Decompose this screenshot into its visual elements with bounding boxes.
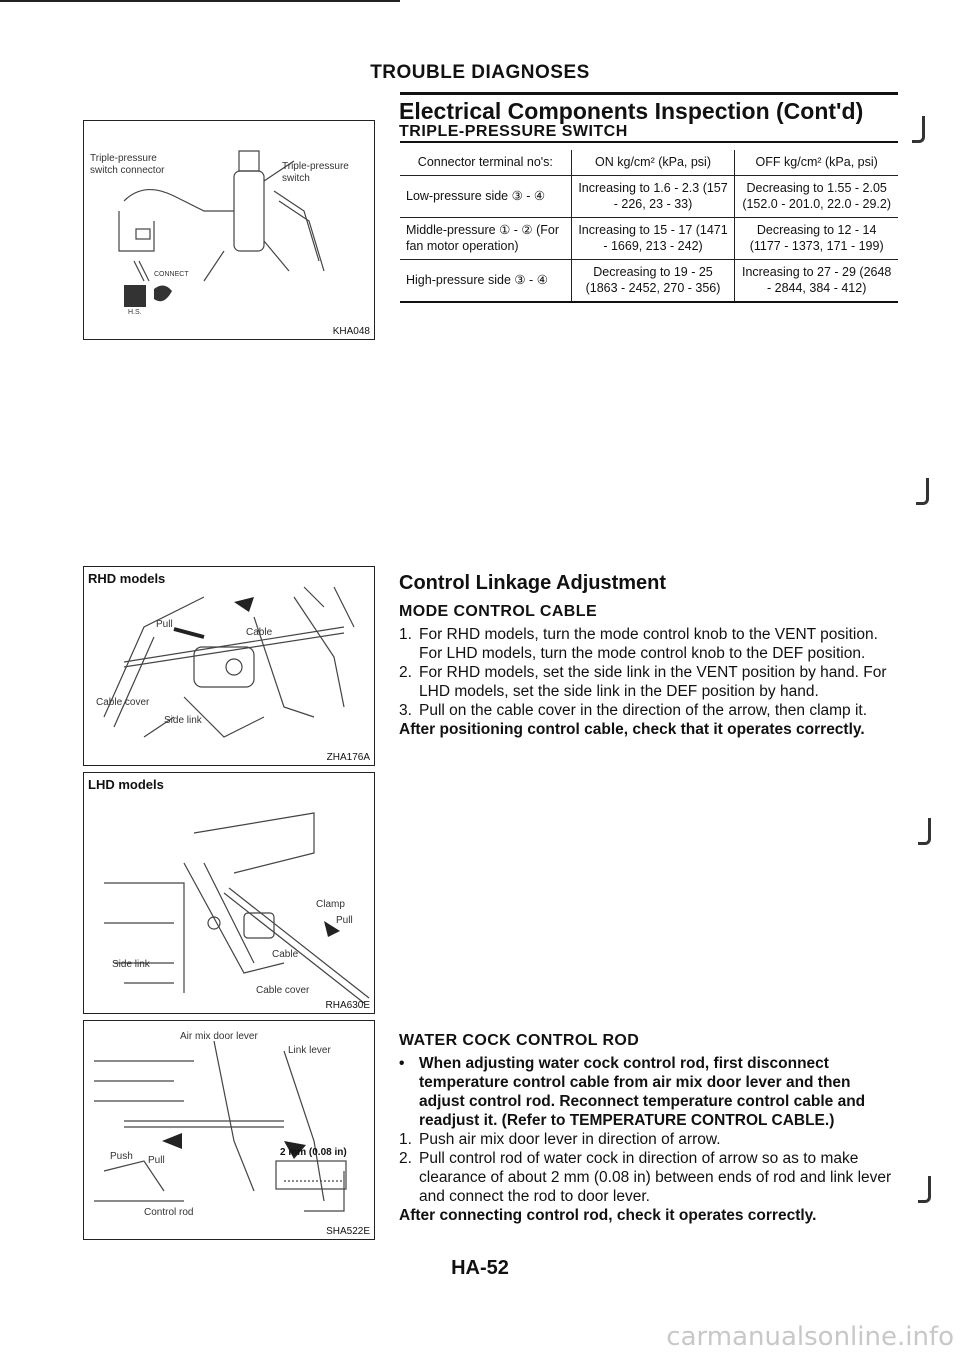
cell-on: Increasing to 1.6 - 2.3 (157 - 226, 23 - 33) <box>571 175 735 217</box>
rhd-illustration <box>84 567 374 765</box>
label-cable: Cable <box>272 949 299 960</box>
page-title: TROUBLE DIAGNOSES <box>370 62 590 83</box>
water-cock-heading: WATER COCK CONTROL ROD <box>399 1032 640 1049</box>
figure-code: RHA630E <box>325 1000 370 1011</box>
cell-on: Increasing to 15 - 17 (1471 - 1669, 213 - 242) <box>571 217 735 259</box>
label-cable-cover: Cable cover <box>96 697 150 708</box>
title-rule <box>400 92 898 95</box>
label-clamp: Clamp <box>316 899 345 910</box>
section-title: Electrical Components Inspection (Cont'd) <box>399 98 864 124</box>
cell-off: Decreasing to 12 - 14 (1177 - 1373, 171 - 199) <box>749 222 884 253</box>
margin-mark-icon <box>916 478 929 505</box>
label-pull: Pull <box>148 1155 165 1166</box>
col-header-off: OFF kg/cm² (kPa, psi) <box>755 155 878 169</box>
label-push: Push <box>110 1151 133 1162</box>
label-switch: Triple-pressure switch <box>282 161 349 184</box>
label-connect: CONNECT <box>154 271 189 278</box>
label-side-link: Side link <box>164 715 202 726</box>
figure-title: LHD models <box>88 777 164 792</box>
table-header-row <box>400 150 898 175</box>
label-clearance: 2 mm (0.08 in) <box>280 1147 347 1158</box>
step-item: 2. For RHD models, set the side link in the VENT position by hand. For LHD models, set the side link in the DEF position by hand. <box>399 664 887 700</box>
step-item: 1. For RHD models, turn the mode control knob to the VENT position. For LHD models, turn the mode control knob to the DEF position. <box>399 626 878 662</box>
figure-rhd-models <box>83 566 375 766</box>
section-heading: Control Linkage Adjustment <box>399 572 667 594</box>
watermark: carmanualsonline.info <box>666 1322 954 1352</box>
table-row <box>400 217 898 259</box>
pressure-table <box>400 150 898 303</box>
lhd-illustration <box>84 773 374 1013</box>
bullet-dot-icon: • <box>399 1055 405 1072</box>
label-air-mix-door-lever: Air mix door lever <box>180 1031 258 1042</box>
bullet-item: • When adjusting water cock control rod, first disconnect temperature control cable from air mix door lever and then adjust control rod. Reconnect temperature control cable and readjust it. (Refer to TEMPERATURE CONTROL CABLE.) <box>399 1055 866 1129</box>
top-rule <box>0 0 400 2</box>
cell-on: Decreasing to 19 - 25 (1863 - 2452, 270 - 356) <box>571 259 735 302</box>
cell-off: Decreasing to 1.55 - 2.05 (152.0 - 201.0, 22.0 - 29.2) <box>742 180 892 211</box>
cell-terminal: Middle-pressure ① - ② (For fan motor operation) <box>400 217 571 259</box>
col-header-terminal: Connector terminal no's: <box>400 150 571 175</box>
step-item: 2. Pull control rod of water cock in direction of arrow so as to make clearance of about 2 mm (0.08 in) between ends of rod and link lever and connect the rod to door lever. <box>399 1150 892 1205</box>
label-control-rod: Control rod <box>144 1207 194 1218</box>
margin-mark-icon <box>918 1176 931 1203</box>
label-cable-cover: Cable cover <box>256 985 310 996</box>
cell-terminal: Low-pressure side ③ - ④ <box>400 175 571 217</box>
figure-title: RHD models <box>88 571 166 586</box>
cell-terminal: High-pressure side ③ - ④ <box>400 259 571 302</box>
cell-off: Increasing to 27 - 29 (2648 - 2844, 384 - 412) <box>741 264 892 295</box>
check-note: After positioning control cable, check that it operates correctly. <box>399 721 865 738</box>
table-row <box>400 259 898 302</box>
sub-title: TRIPLE-PRESSURE SWITCH <box>399 123 628 140</box>
figure-code: ZHA176A <box>326 752 370 763</box>
label-hs: H.S. <box>128 309 142 316</box>
table-row <box>400 175 898 217</box>
figure-code: SHA522E <box>326 1226 370 1237</box>
label-pull: Pull <box>336 915 353 926</box>
page-number: HA-52 <box>451 1257 509 1279</box>
figure-water-cock-rod <box>83 1020 375 1240</box>
figure-triple-pressure-switch <box>83 120 375 340</box>
sub-title-rule <box>400 141 898 143</box>
margin-mark-icon <box>918 818 931 845</box>
label-cable: Cable <box>246 627 273 638</box>
mode-cable-heading: MODE CONTROL CABLE <box>399 603 598 620</box>
step-item: 3. Pull on the cable cover in the direction of the arrow, then clamp it. <box>399 702 868 719</box>
water-cock-section <box>399 1032 899 1225</box>
label-switch-connector: Triple-pressure switch connector <box>90 153 165 176</box>
label-side-link: Side link <box>112 959 150 970</box>
check-note: After connecting control rod, check it operates correctly. <box>399 1207 817 1224</box>
step-item: 1. Push air mix door lever in direction of arrow. <box>399 1131 721 1148</box>
figure-lhd-models <box>83 772 375 1014</box>
col-header-on: ON kg/cm² (kPa, psi) <box>571 150 735 175</box>
control-linkage-section <box>399 572 899 739</box>
label-link-lever: Link lever <box>288 1045 331 1056</box>
margin-mark-icon <box>912 116 925 143</box>
figure-code: KHA048 <box>332 326 370 337</box>
label-pull: Pull <box>156 619 173 630</box>
